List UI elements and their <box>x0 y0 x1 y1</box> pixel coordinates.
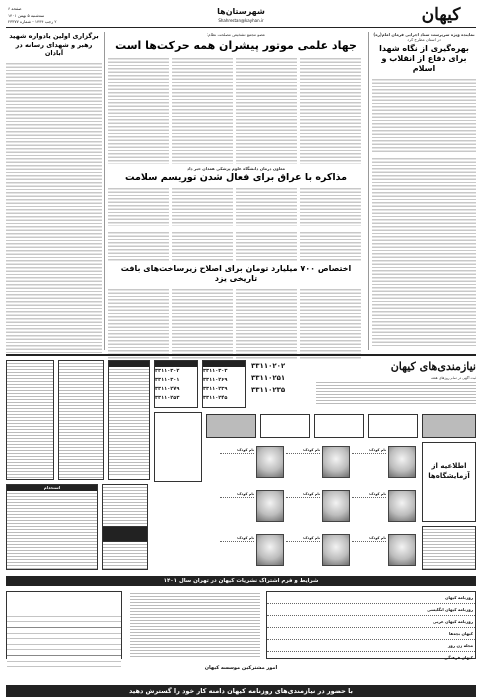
ads-phone-box <box>202 360 246 408</box>
ads-job-body <box>7 491 97 569</box>
child-name: نام کودک: <box>352 492 386 498</box>
article-main <box>108 32 364 162</box>
child-photo <box>256 490 284 522</box>
article-body <box>108 186 364 226</box>
ad-small-box <box>314 414 364 438</box>
child-photo <box>322 490 350 522</box>
article-body <box>108 56 364 164</box>
ads-brand-info <box>316 380 476 404</box>
phone-number: ۳۳۱۱۰۲۶۹ <box>203 377 228 383</box>
ad-notice-text: اطلاعیه از آزمایشگاه‌ها <box>428 462 470 480</box>
child-name: نام کودک: <box>286 536 320 542</box>
issue-line: ۲ رجب ۱۴۴۴ - شماره ۲۳۳۷۷ <box>8 19 57 24</box>
ad-small-box <box>260 414 310 438</box>
ads-brand-box <box>316 360 476 410</box>
ads-list-box <box>422 526 476 570</box>
article-middle <box>108 166 364 226</box>
photo-grid <box>154 442 418 570</box>
ads-list-box <box>108 360 150 480</box>
ads-job-box <box>6 484 98 570</box>
article-headline: برگزاری اولین یادواره شهید رهبر و شهدای رسانه در آبادان <box>9 32 99 57</box>
child-photo <box>388 534 416 566</box>
subscription-row: روزنامه کیهان انگلیسی <box>267 604 475 616</box>
phone-number: ۳۳۱۱۰۲۳۵ <box>251 386 286 394</box>
subscription-terms <box>130 591 260 659</box>
ad-small-box <box>206 414 256 438</box>
subscription-row: کیهان فرهنگی <box>444 655 473 660</box>
subscription-distribution: امور مشترکین موسسه کیهان <box>204 665 278 671</box>
ads-list-body <box>423 527 475 569</box>
article-headline: جهاد علمی موتور پیشران همه حرکت‌ها است <box>115 39 357 52</box>
article-body <box>108 287 364 359</box>
article-lower <box>108 264 364 350</box>
child-photo <box>256 446 284 478</box>
ad-small-box <box>422 414 476 438</box>
ads-list-body <box>109 367 149 477</box>
article-body <box>6 61 102 353</box>
child-name: نام کودک: <box>220 448 254 454</box>
phone-number: ۳۳۱۱۰۳۰۲ <box>155 368 180 374</box>
subscription-form-title <box>7 592 121 611</box>
child-name: نام کودک: <box>286 492 320 498</box>
phone-number: ۳۳۱۱۰۳۰۳ <box>203 368 228 374</box>
section-email: Shahrestan@kayhan.ir <box>218 18 264 23</box>
article-left-top <box>6 32 102 350</box>
subscription-row: روزنامه کیهان عربی <box>267 616 475 628</box>
page-number: صفحه ۶ <box>8 6 22 11</box>
phone-number: ۳۳۱۱۰۲۵۱ <box>251 374 286 382</box>
child-name: نام کودک: <box>286 448 320 454</box>
article-kicker: عضو مجمع تشخیص مصلحت نظام: <box>206 32 266 37</box>
child-name: نام کودک: <box>220 536 254 542</box>
article-right-top <box>372 32 476 152</box>
ads-list-box <box>6 360 54 480</box>
child-photo <box>322 534 350 566</box>
bottom-banner: با حضور در نیازمندی‌های روزنامه کیهان دامنه کار خود را گسترش دهید <box>6 685 476 697</box>
subscription-block <box>6 576 476 680</box>
ads-black-box <box>102 526 148 542</box>
subscription-form-lines <box>7 611 121 669</box>
child-photo <box>388 446 416 478</box>
phone-number: ۳۳۱۱۰۲۳۹ <box>203 386 228 392</box>
ad-small-box <box>368 414 418 438</box>
phone-number: ۳۳۱۱۰۲۷۹ <box>155 386 180 392</box>
section-title: شهرستان‌ها <box>217 7 265 16</box>
article-middle-body-2 <box>108 230 364 262</box>
subscription-title: شرایط و فرم اشتراک نشریات کیهان در تهران سال ۱۴۰۱ <box>6 577 476 586</box>
phone-number: ۳۳۱۱۰۲۴۵ <box>203 395 228 401</box>
article-sub: در استان مطرح کرد <box>407 37 441 42</box>
subscription-form <box>6 591 122 659</box>
date-line: سه‌شنبه ۵ بهمن ۱۴۰۱ <box>8 13 45 18</box>
subscription-row: مجله زن روز <box>267 640 475 652</box>
subscription-table <box>266 591 476 659</box>
child-photo <box>388 490 416 522</box>
subscription-row: کیهان بچه‌ها <box>267 628 475 640</box>
child-name: نام کودک: <box>220 492 254 498</box>
article-headline: مذاکره با عراق برای فعال شدن توریسم سلامت <box>124 172 348 183</box>
phone-number: ۳۳۱۱۰۲۰۲ <box>251 362 286 370</box>
ads-brand-title: نیازمندی‌های کیهان <box>390 360 476 373</box>
column-rule <box>104 32 105 350</box>
kayhan-logo: کیهان <box>421 5 461 25</box>
ads-main-phones <box>251 360 311 408</box>
article-kicker: معاون درمان دانشگاه علوم پزشکی همدان خبر داد <box>187 166 285 171</box>
ad-notice-box <box>422 442 476 522</box>
ads-phone-box <box>154 360 198 408</box>
column-rule <box>368 32 369 350</box>
article-headline: اختصاص ۷۰۰ میلیارد تومان برای اصلاح زیرساخت‌های بافت تاریخی یزد <box>120 264 352 283</box>
child-name: نام کودک: <box>352 448 386 454</box>
article-right-body <box>372 156 476 346</box>
article-body <box>372 77 476 153</box>
ads-list-box <box>58 360 104 480</box>
phone-number: ۳۳۱۱۰۳۰۱ <box>155 377 180 383</box>
article-headline: بهره‌گیری از نگاه شهدا برای دفاع از انقلاب و اسلام <box>379 44 469 73</box>
ads-list-body <box>7 361 53 479</box>
subscription-row: روزنامه کیهان <box>267 592 475 604</box>
classified-ads <box>6 354 476 684</box>
child-photo <box>256 534 284 566</box>
child-photo <box>322 446 350 478</box>
ads-list-body <box>59 361 103 479</box>
phone-number: ۳۳۱۱۰۲۵۳ <box>155 395 180 401</box>
ads-job-title: استخدام <box>7 485 97 491</box>
child-name: نام کودک: <box>352 536 386 542</box>
ads-brand-sub: ثبت آگهی در تمام روزهای هفته <box>431 376 476 380</box>
masthead <box>6 4 476 28</box>
article-kicker: نماینده ویژه سرپرست ستاد اجرایی فرمان امام(ره) <box>373 32 475 37</box>
